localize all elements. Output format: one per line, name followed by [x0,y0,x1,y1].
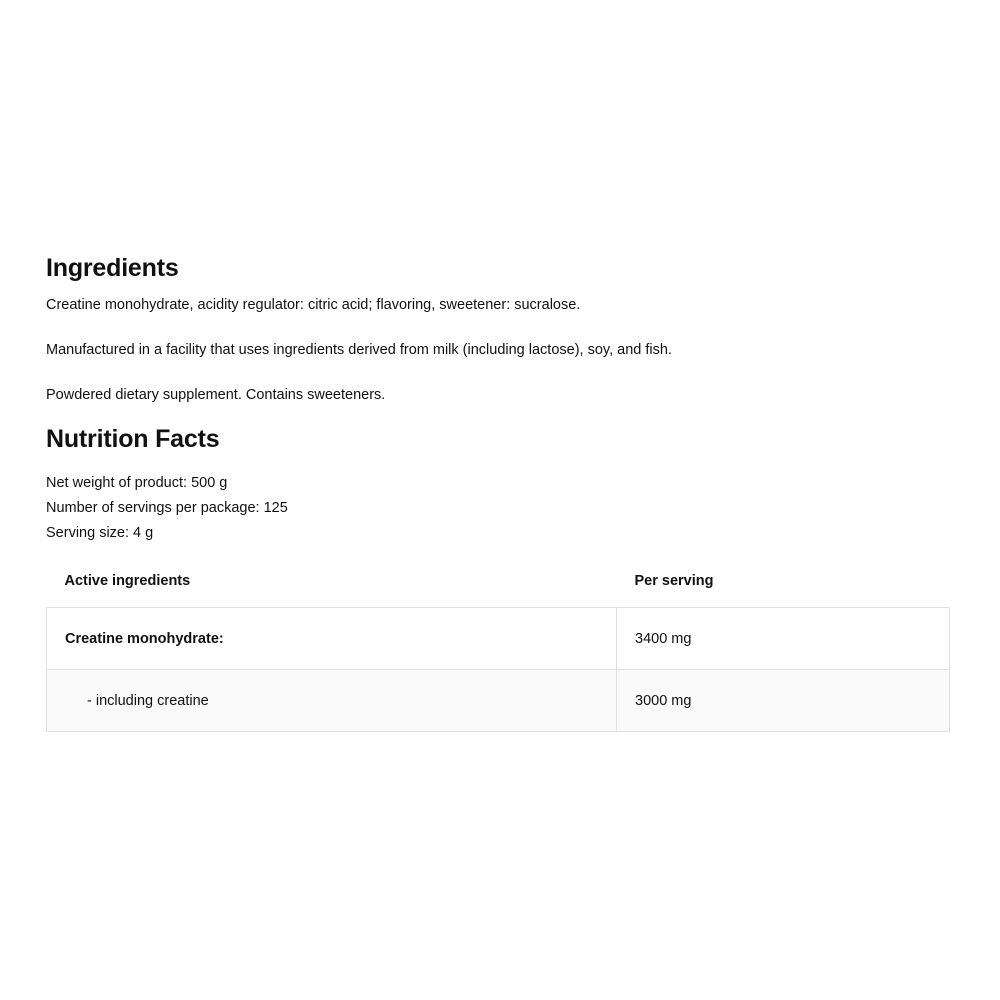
ingredient-name: - including creatine [47,670,617,732]
allergen-notice: Manufactured in a facility that uses ingredients derived from milk (including lactose), soy, and fish. [46,342,672,358]
table-row [47,670,950,732]
product-info [46,250,949,732]
ingredients-list: Creatine monohydrate, acidity regulator: citric acid; flavoring, sweetener: sucralose. [46,297,581,313]
ingredient-name: Creatine monohydrate: [47,608,617,670]
serving-size: Serving size: 4 g [46,525,154,541]
header-active-ingredients: Active ingredients [64,573,191,589]
table-header-row [47,555,950,608]
servings-per-package: Number of servings per package: 125 [46,500,288,516]
ingredients-heading: Ingredients [46,254,179,282]
table-row [47,608,950,670]
header-per-serving: Per serving [634,573,714,589]
nutrition-heading: Nutrition Facts [46,425,220,453]
ingredient-amount: 3000 mg [617,670,950,732]
net-weight: Net weight of product: 500 g [46,475,228,491]
nutrition-facts [46,471,949,546]
nutrition-table [46,555,950,732]
ingredient-amount: 3400 mg [617,608,950,670]
product-description: Powdered dietary supplement. Contains sweeteners. [46,387,386,403]
